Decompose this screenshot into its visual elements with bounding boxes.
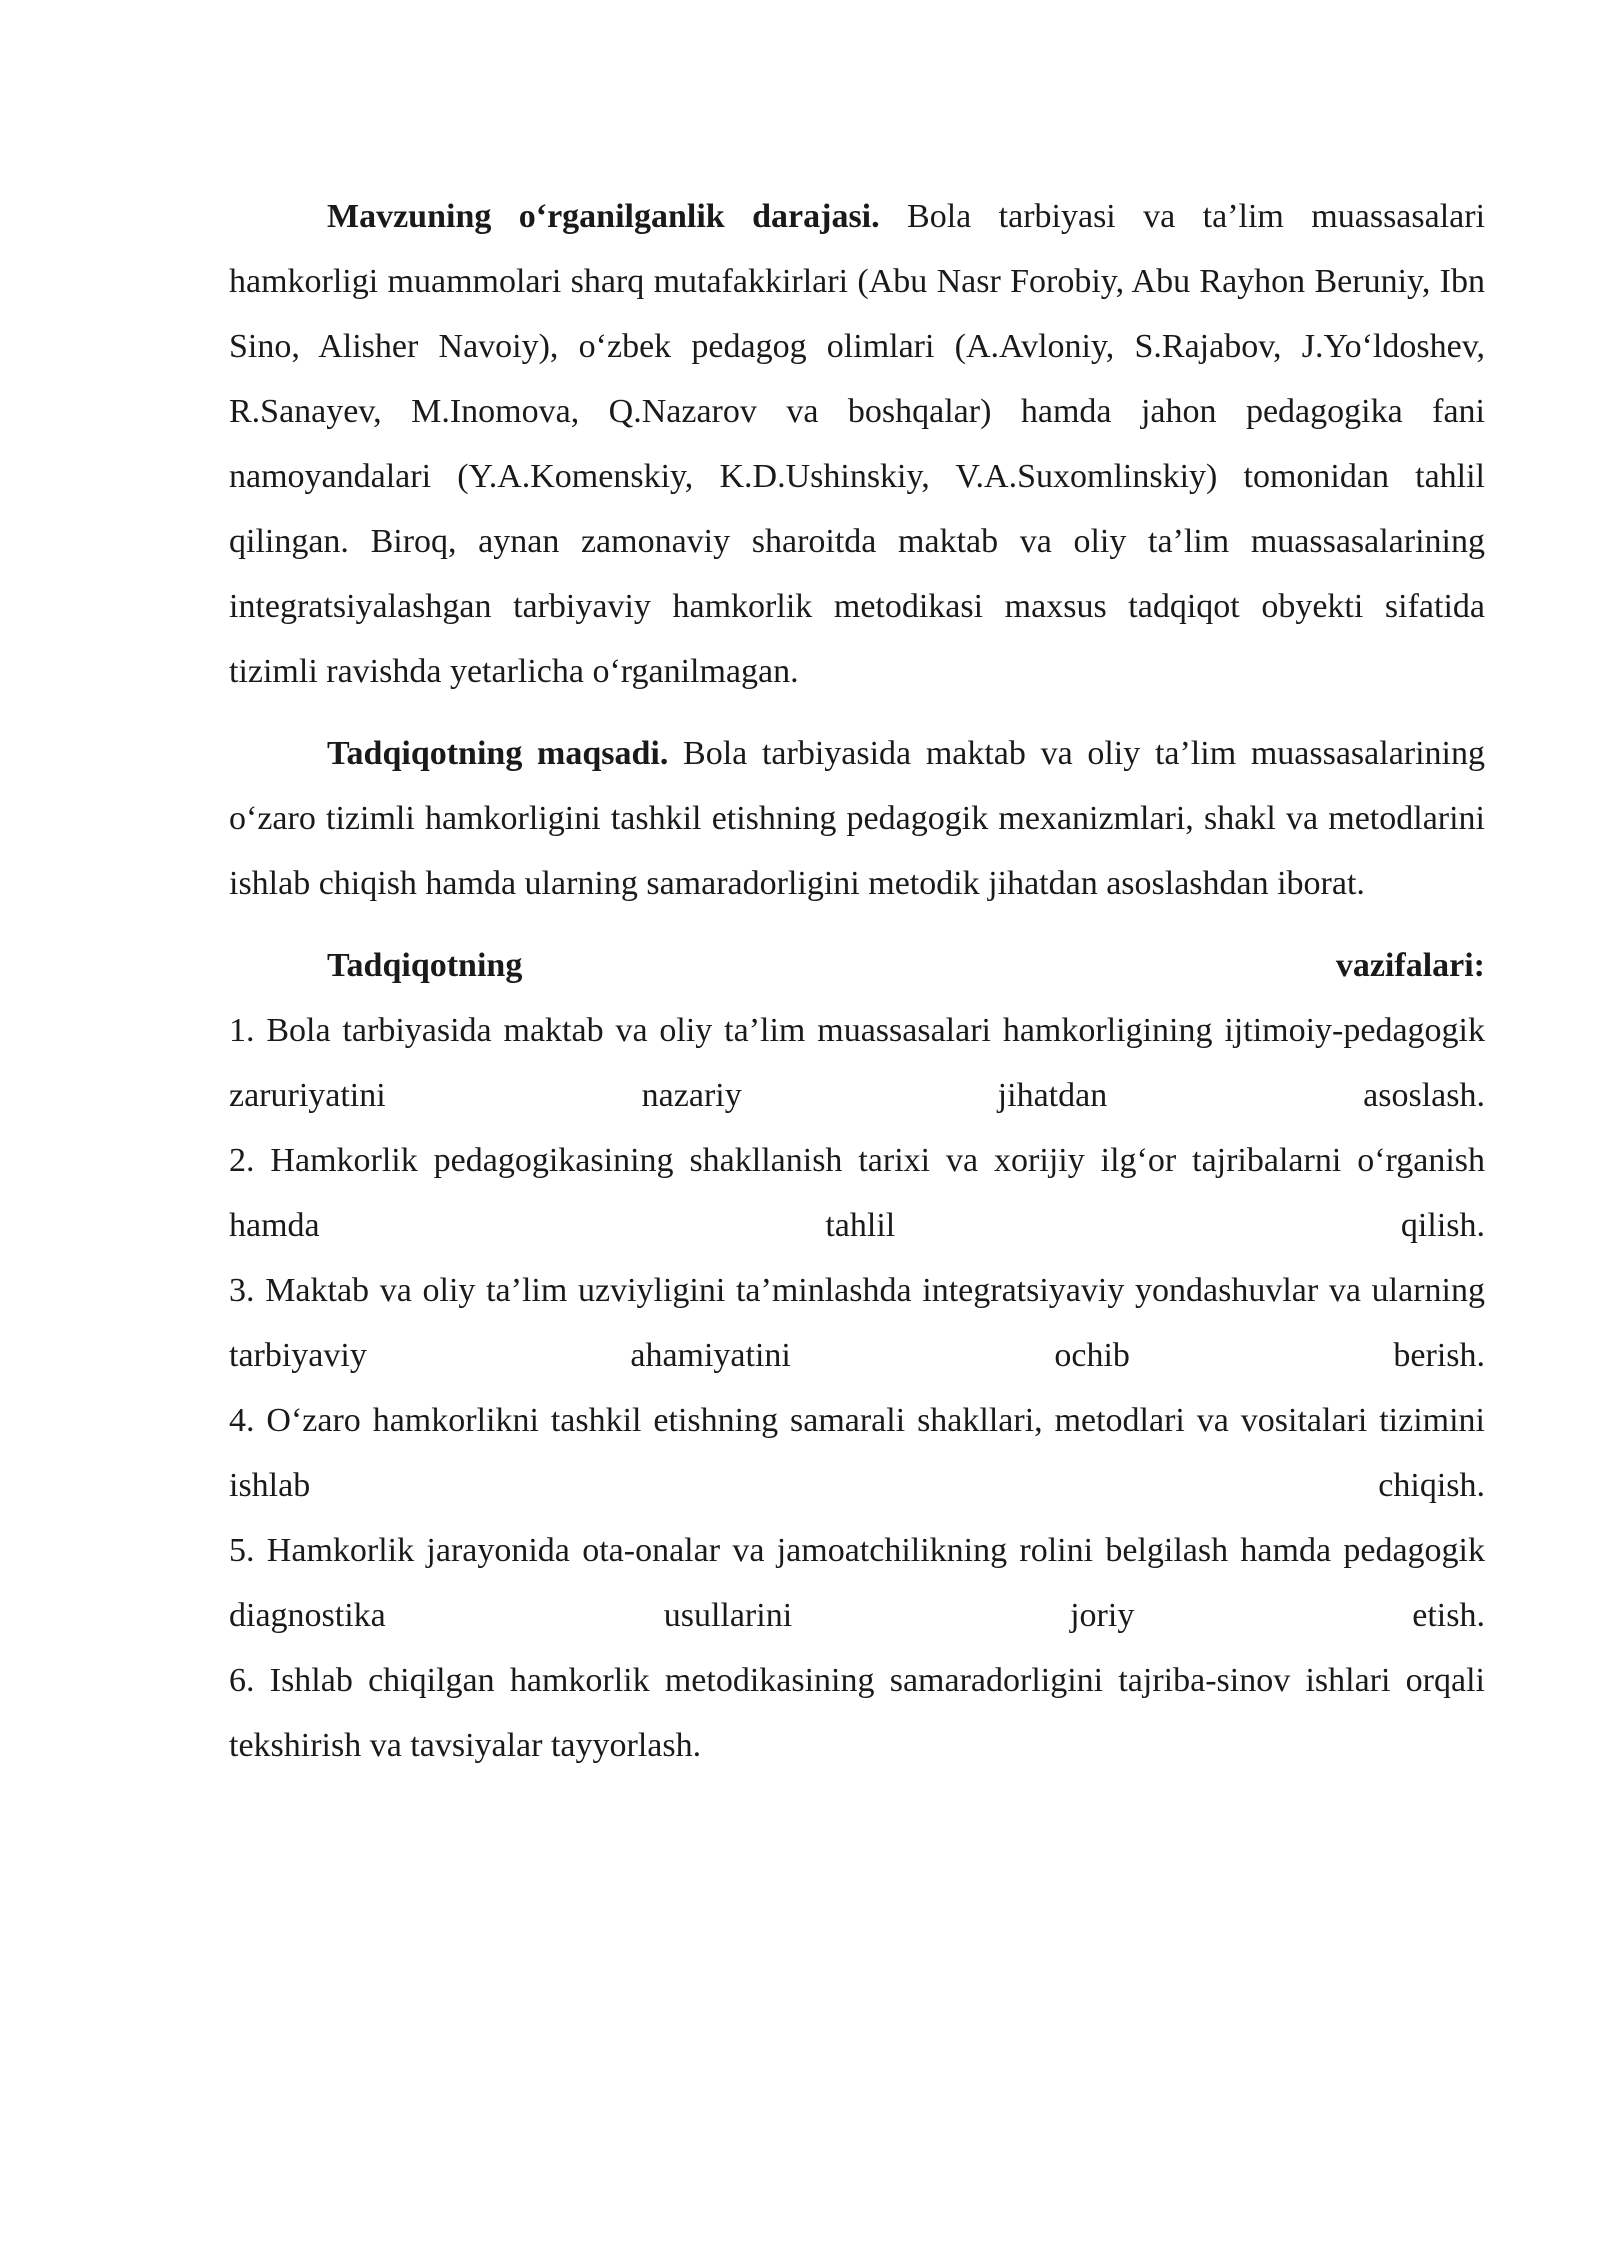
task-item: 3. Maktab va oliy ta’lim uzviyligini ta’minlashda integratsiyaviy yondashuvlar va ularning tarbiyaviy ahamiyatini ochib berish. [229, 1272, 1485, 1374]
task-item: 5. Hamkorlik jarayonida ota-onalar va jamoatchilikning rolini belgilash hamda pedagogik diagnostika usullarini joriy etish. [229, 1532, 1485, 1634]
research-tasks-heading: Tadqiqotning vazifalari: [327, 947, 1485, 984]
task-item: 1. Bola tarbiyasida maktab va oliy ta’lim muassasalari hamkorligining ijtimoiy-pedagogik zaruriyatini nazariy jihatdan asoslash. [229, 1012, 1485, 1114]
document-body [229, 184, 1485, 1778]
research-tasks-list [229, 998, 1485, 1778]
study-level-paragraph [229, 184, 1485, 704]
research-goal-paragraph [229, 721, 1485, 916]
research-goal-heading: Tadqiqotning maqsadi. [327, 735, 669, 772]
task-item: 6. Ishlab chiqilgan hamkorlik metodikasining samaradorligini tajriba-sinov ishlari orqali tekshirish va tavsiyalar tayyorlash. [229, 1662, 1485, 1764]
study-level-heading: Mavzuning oʻrganilganlik darajasi. [327, 198, 880, 235]
study-level-text: Bola tarbiyasi va ta’lim muassasalari hamkorligi muammolari sharq mutafakkirlari (Abu Nasr Forobiy, Abu Rayhon Beruniy, Ibn Sino, Alisher Navoiy), oʻzbek pedagog olimlari (A.Avloniy, S.Rajabov, J.Yoʻldoshev, R.Sanayev, M.Inomova, Q.Nazarov va boshqalar) hamda jahon pedagogika fani namoyandalari (Y.A.Komenskiy, K.D.Ushinskiy, V.A.Suxomlinskiy) tomonidan tahlil qilingan. Biroq, aynan zamonaviy sharoitda maktab va oliy ta’lim muassasalarining integratsiyalashgan tarbiyaviy hamkorlik metodikasi maxsus tadqiqot obyekti sifatida tizimli ravishda yetarlicha oʻrganilmagan. [229, 198, 1486, 690]
task-item: 4. Oʻzaro hamkorlikni tashkil etishning samarali shakllari, metodlari va vositalari tizimini ishlab chiqish. [229, 1402, 1485, 1504]
task-item: 2. Hamkorlik pedagogikasining shakllanish tarixi va xorijiy ilgʻor tajribalarni oʻrganish hamda tahlil qilish. [229, 1142, 1485, 1244]
research-goal-text: Bola tarbiyasida maktab va oliy ta’lim muassasalarining oʻzaro tizimli hamkorligini tashkil etishning pedagogik mexanizmlari, shakl va metodlarini ishlab chiqish hamda ularning samaradorligini metodik jihatdan asoslashdan iborat. [229, 735, 1486, 902]
